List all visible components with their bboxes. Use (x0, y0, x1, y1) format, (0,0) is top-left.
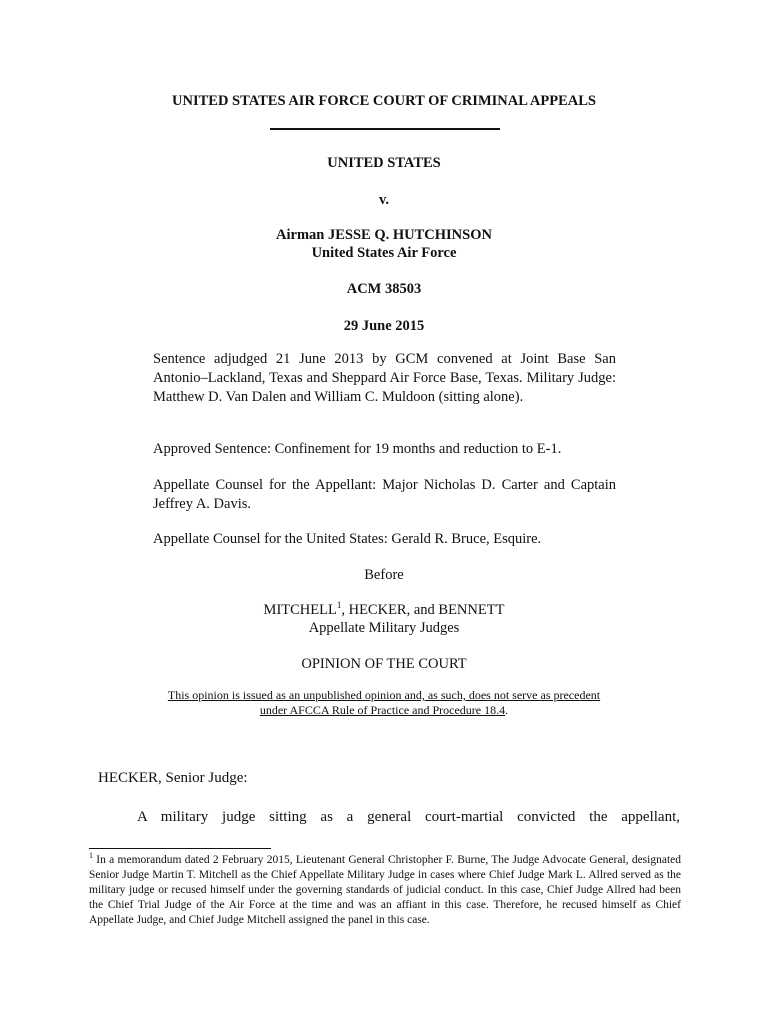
case-number: ACM 38503 (346, 281, 422, 297)
footnote (89, 853, 681, 928)
footnote-text: In a memorandum dated 2 February 2015, Lieutenant General Christopher F. Burne, The Judge Advocate General, designated Senior Judge Martin T. Mitchell as the Chief Appellate Military Judge in cases where Chief Judge Mark L. Allred served as the military judge or recused himself under the governing standards of judicial conduct. In this case, Chief Judge Allred had been the Chief Trial Judge of the Air Force at the time and was an affiant in this case. Therefore, he recused himself as Chief Appellate Judge, and Chief Judge Mitchell assigned the panel in this case. (89, 854, 681, 926)
opinion-title: OPINION OF THE COURT (301, 656, 467, 672)
judges-role: Appellate Military Judges (308, 620, 460, 636)
notice-end: . (505, 703, 509, 717)
service-branch: United States Air Force (311, 245, 457, 261)
precedent-notice (150, 688, 618, 718)
footnote-divider (89, 848, 271, 849)
versus: v. (378, 192, 390, 208)
opinion-first-line: A military judge sitting as a general court-martial convicted the appellant, (137, 809, 680, 825)
appellant-counsel: Appellate Counsel for the Appellant: Major Nicholas D. Carter and Captain Jeffrey A. Davis. (153, 477, 616, 512)
decision-date: 29 June 2015 (343, 318, 425, 334)
before-label: Before (364, 567, 404, 583)
defendant: Airman JESSE Q. HUTCHINSON (276, 227, 492, 243)
us-counsel: Appellate Counsel for the United States: Gerald R. Bruce, Esquire. (153, 531, 542, 547)
notice-line-1: This opinion is issued as an unpublished opinion and, as such, does not serve as precedent (167, 688, 601, 702)
judges-rest: , HECKER, and BENNETT (341, 602, 505, 618)
notice-line-2: under AFCCA Rule of Practice and Procedure 18.4 (259, 703, 506, 717)
judge-mitchell: MITCHELL (263, 602, 337, 618)
header-divider (270, 128, 500, 130)
court-name: UNITED STATES AIR FORCE COURT OF CRIMINAL APPEALS (172, 93, 596, 109)
panel-judges (0, 601, 768, 619)
opinion-author: HECKER, Senior Judge: (98, 770, 248, 786)
footnote-ref: 1 (336, 600, 342, 611)
footnote-mark: 1 (89, 851, 93, 861)
sentence-paragraph: Sentence adjudged 21 June 2013 by GCM convened at Joint Base San Antonio–Lackland, Texas and Sheppard Air Force Base, Texas. Military Judge: Matthew D. Van Dalen and William C. Muldoon (sitting alone). (153, 351, 616, 405)
plaintiff: UNITED STATES (327, 155, 441, 171)
approved-sentence: Approved Sentence: Confinement for 19 months and reduction to E-1. (153, 441, 562, 457)
